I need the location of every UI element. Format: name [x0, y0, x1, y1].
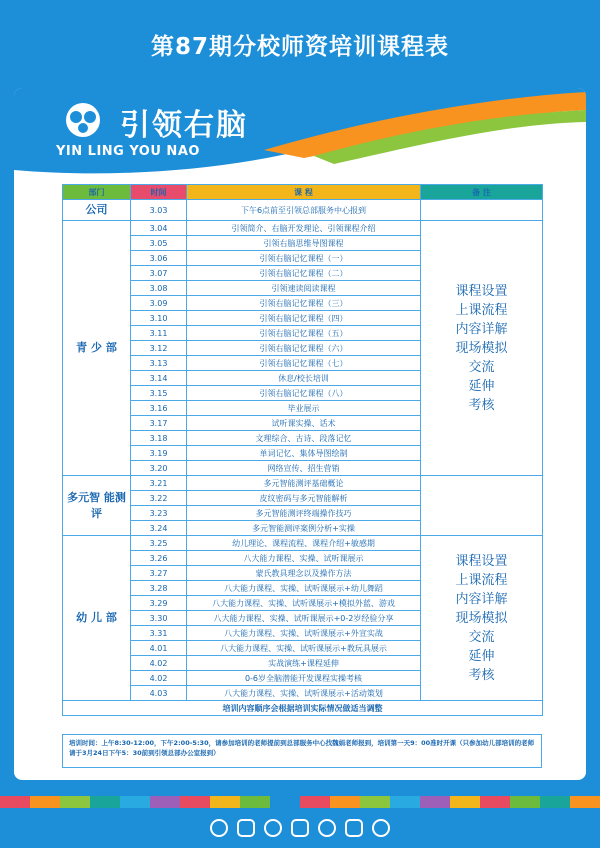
course-cell: 试听课实操、话术: [187, 416, 421, 431]
course-cell: 引领右脑记忆课程（三）: [187, 296, 421, 311]
color-stripe: [450, 796, 480, 808]
schedule-card: [14, 88, 586, 780]
face-icon: [345, 819, 363, 837]
time-cell: 3.15: [131, 386, 187, 401]
training-time-note: 培训时间：上午8:30-12:00，下午2:00-5:30，请参加培训的老师提前到总部服务中心找魏娟老师报到，培训第一天9：00准时开课（只参加幼儿部培训的老师请于3月24日下午5：30前到引领总部办公室报到）: [62, 734, 542, 768]
time-cell: 3.03: [131, 200, 187, 221]
footnote-row: [63, 701, 543, 716]
course-cell: 引领右脑记忆课程（六）: [187, 341, 421, 356]
color-stripe: [420, 796, 450, 808]
note-kids: 课程设置 上课流程 内容详解 现场模拟 交流 延伸 考核: [421, 536, 543, 701]
course-cell: 0-6岁全脑潜能开发课程实操考核: [187, 671, 421, 686]
time-cell: 3.25: [131, 536, 187, 551]
color-stripe: [270, 796, 300, 808]
course-cell: 休息/校长培训: [187, 371, 421, 386]
note-multi: [421, 476, 543, 536]
time-cell: 3.29: [131, 596, 187, 611]
color-stripe: [360, 796, 390, 808]
time-cell: 3.09: [131, 296, 187, 311]
schedule-table: [62, 184, 543, 716]
smile-icon: [291, 819, 309, 837]
note-youth: 课程设置 上课流程 内容详解 现场模拟 交流 延伸 考核: [421, 221, 543, 476]
color-stripe: [210, 796, 240, 808]
color-stripe: [90, 796, 120, 808]
header-time: 时间: [131, 185, 187, 200]
course-cell: 下午6点前至引领总部服务中心报到: [187, 200, 421, 221]
smile-icon: [210, 819, 228, 837]
table-row: [63, 536, 543, 551]
time-cell: 3.31: [131, 626, 187, 641]
course-cell: 蒙氏教具理念以及操作方法: [187, 566, 421, 581]
course-cell: 引领简介、右脑开发理论、引领课程介绍: [187, 221, 421, 236]
time-cell: 3.05: [131, 236, 187, 251]
course-cell: 引领右脑记忆课程（八）: [187, 386, 421, 401]
color-stripe: [540, 796, 570, 808]
color-stripe: [0, 796, 30, 808]
course-cell: 幼儿理论、课程流程、课程介绍+敏感期: [187, 536, 421, 551]
course-cell: 八大能力课程、实操、试听课展示+0-2岁经验分享: [187, 611, 421, 626]
time-cell: 3.21: [131, 476, 187, 491]
logo-text-en: YIN LING YOU NAO: [56, 144, 200, 159]
footer-icons: [210, 816, 390, 840]
course-cell: 引领右脑记忆课程（四）: [187, 311, 421, 326]
color-stripe: [390, 796, 420, 808]
course-cell: 八大能力课程、实操、试听课展示+活动策划: [187, 686, 421, 701]
time-cell: 4.02: [131, 656, 187, 671]
schedule-footnote: 培训内容顺序会根据培训实际情况做适当调整: [63, 701, 543, 716]
course-cell: 毕业展示: [187, 401, 421, 416]
color-stripe: [510, 796, 540, 808]
time-cell: 3.20: [131, 461, 187, 476]
course-cell: 文理综合、古诗、段落记忆: [187, 431, 421, 446]
time-cell: 3.08: [131, 281, 187, 296]
time-cell: 3.23: [131, 506, 187, 521]
time-cell: 3.19: [131, 446, 187, 461]
logo: [54, 98, 254, 168]
color-stripe: [480, 796, 510, 808]
color-stripe: [330, 796, 360, 808]
course-cell: 引领速读阅读课程: [187, 281, 421, 296]
header-dept: 部门: [63, 185, 131, 200]
dept-multi: 多元智 能测评: [63, 476, 131, 536]
course-cell: 引领右脑记忆课程（五）: [187, 326, 421, 341]
course-cell: 多元智能测评基础概论: [187, 476, 421, 491]
time-cell: 3.11: [131, 326, 187, 341]
logo-text-cn: 引领右脑: [120, 108, 248, 143]
header-note: 备 注: [421, 185, 543, 200]
time-cell: 3.28: [131, 581, 187, 596]
time-cell: 3.04: [131, 221, 187, 236]
color-stripe: [30, 796, 60, 808]
course-cell: 八大能力课程、实操、试听课展示: [187, 551, 421, 566]
dept-youth: 青 少 部: [63, 221, 131, 476]
table-row: [63, 221, 543, 236]
time-cell: 3.16: [131, 401, 187, 416]
time-cell: 3.06: [131, 251, 187, 266]
time-cell: 3.17: [131, 416, 187, 431]
dept-kids: 幼 儿 部: [63, 536, 131, 701]
chat-icon: [237, 819, 255, 837]
color-stripe: [150, 796, 180, 808]
color-stripe: [240, 796, 270, 808]
time-cell: 4.01: [131, 641, 187, 656]
table-header-row: [63, 185, 543, 200]
time-cell: 4.02: [131, 671, 187, 686]
course-cell: 多元智能测评案例分析+实操: [187, 521, 421, 536]
course-cell: 八大能力课程、实操、试听课展示+幼儿舞蹈: [187, 581, 421, 596]
chat-icon: [318, 819, 336, 837]
course-cell: 网络宣传、招生营销: [187, 461, 421, 476]
color-stripe: [120, 796, 150, 808]
time-cell: 3.27: [131, 566, 187, 581]
course-cell: 八大能力课程、实操、试听课展示+外宣实战: [187, 626, 421, 641]
time-cell: 3.07: [131, 266, 187, 281]
note-cell: [421, 200, 543, 221]
time-cell: 4.03: [131, 686, 187, 701]
table-row: [63, 200, 543, 221]
time-cell: 3.10: [131, 311, 187, 326]
course-cell: 引领右脑记忆课程（七）: [187, 356, 421, 371]
course-cell: 引领右脑记忆课程（二）: [187, 266, 421, 281]
face-icon: [264, 819, 282, 837]
course-cell: 引领右脑思维导图课程: [187, 236, 421, 251]
time-cell: 3.24: [131, 521, 187, 536]
course-cell: 引领右脑记忆课程（一）: [187, 251, 421, 266]
color-stripe: [300, 796, 330, 808]
color-stripes: [0, 796, 600, 808]
course-cell: 皮纹密码与多元智能解析: [187, 491, 421, 506]
smile-icon: [372, 819, 390, 837]
time-cell: 3.12: [131, 341, 187, 356]
course-cell: 实战演练+课程延伸: [187, 656, 421, 671]
page-title: 第87期分校师资培训课程表: [150, 33, 449, 60]
color-stripe: [180, 796, 210, 808]
course-cell: 多元智能测评终端操作技巧: [187, 506, 421, 521]
course-cell: 单词记忆、集体导图绘制: [187, 446, 421, 461]
dept-company: 公司: [63, 200, 131, 221]
course-cell: 八大能力课程、实操、试听课展示+模拟外蓝、游戏: [187, 596, 421, 611]
course-cell: 八大能力课程、实操、试听课展示+教玩具展示: [187, 641, 421, 656]
header-course: 课 程: [187, 185, 421, 200]
color-stripe: [60, 796, 90, 808]
time-cell: 3.13: [131, 356, 187, 371]
color-stripe: [570, 796, 600, 808]
time-cell: 3.26: [131, 551, 187, 566]
time-cell: 3.22: [131, 491, 187, 506]
time-cell: 3.30: [131, 611, 187, 626]
time-cell: 3.14: [131, 371, 187, 386]
table-row: [63, 476, 543, 491]
time-cell: 3.18: [131, 431, 187, 446]
